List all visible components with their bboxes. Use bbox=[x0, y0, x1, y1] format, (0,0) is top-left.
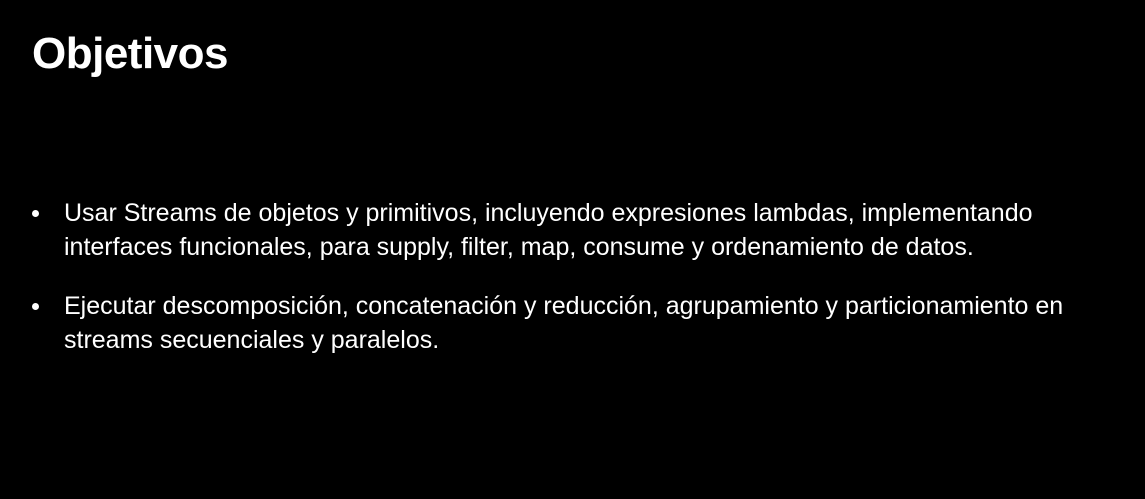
list-item bbox=[30, 196, 1130, 264]
bullet-text: Ejecutar descomposición, concatenación y reducción, agrupamiento y particionamiento en streams secuenciales y paralelos. bbox=[64, 292, 1064, 354]
bullet-icon bbox=[32, 210, 39, 217]
slide-title: Objetivos bbox=[32, 29, 228, 78]
bullet-icon bbox=[32, 303, 39, 310]
bullet-text: Usar Streams de objetos y primitivos, incluyendo expresiones lambdas, implementando interfaces funcionales, para supply, filter, map, consume y ordenamiento de datos. bbox=[64, 199, 1033, 261]
list-item bbox=[30, 289, 1130, 357]
bullet-list bbox=[30, 196, 1130, 382]
